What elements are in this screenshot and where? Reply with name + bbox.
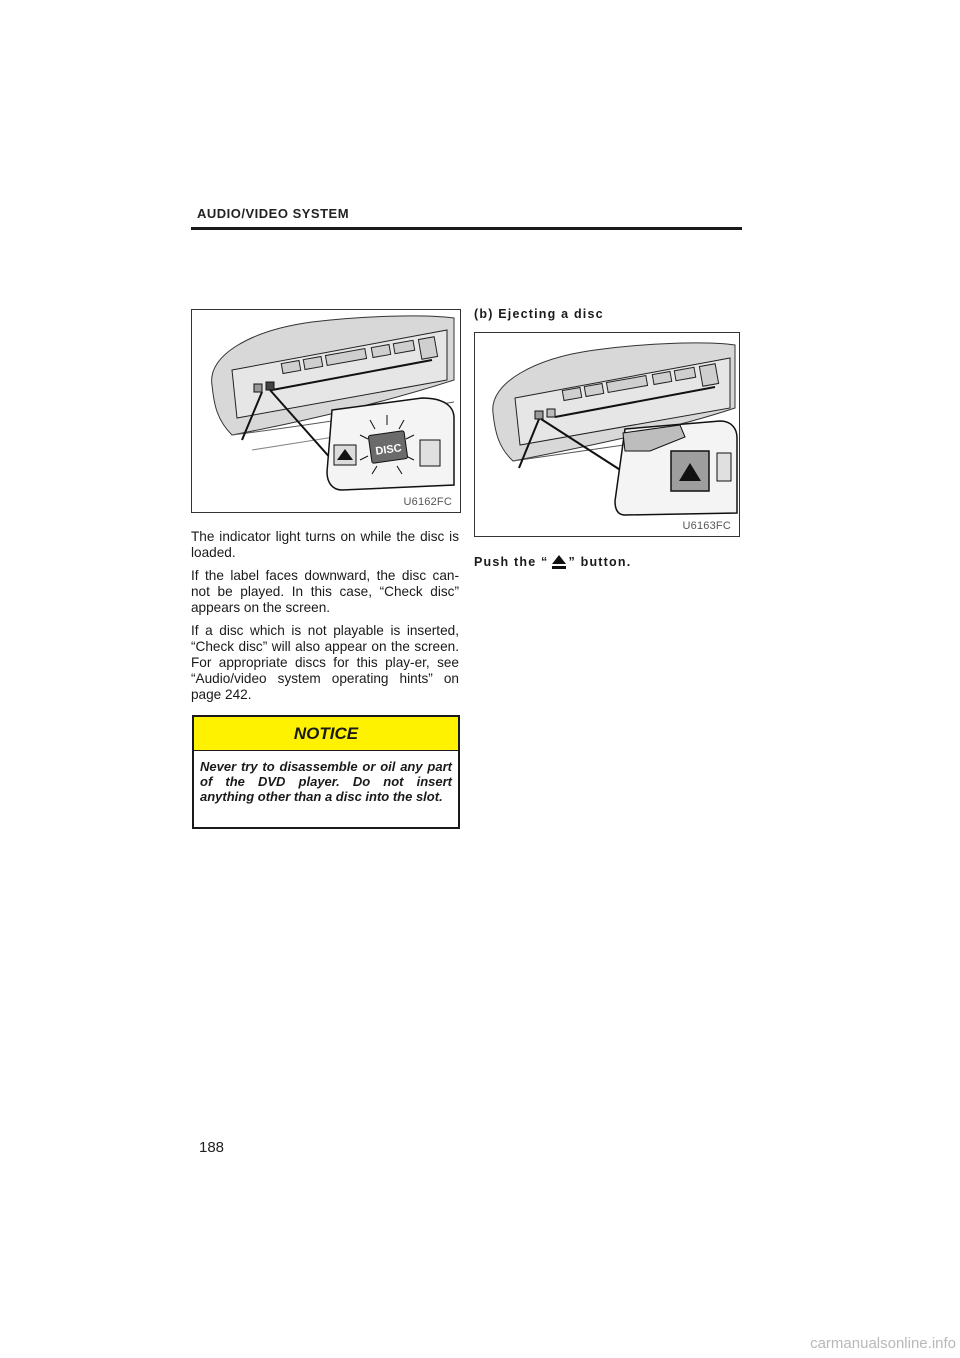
dvd-player-illustration [192, 310, 460, 512]
watermark: carmanualsonline.info [810, 1335, 956, 1352]
figure-disc-indicator [191, 309, 461, 513]
figure-code: U6163FC [682, 520, 731, 532]
eject-icon [550, 554, 568, 570]
instruction-text-before: Push the “ [474, 555, 549, 569]
figure-code: U6162FC [403, 496, 452, 508]
header-rule [191, 227, 742, 230]
notice-text: Never try to disassemble or oil any part of the DVD player. Do not insert anything other than a disc into the slot. [200, 759, 452, 804]
eject-instruction [474, 554, 631, 570]
notice-title: NOTICE [194, 717, 458, 751]
page-number: 188 [199, 1139, 225, 1156]
left-column-text [191, 529, 459, 710]
paragraph: If a disc which is not playable is inserted, “Check disc” will also appear on the screen. For appropriate discs for this play-er, see “Audio/video system operating hints” on page 242. [191, 623, 459, 702]
paragraph: The indicator light turns on while the disc is loaded. [191, 529, 459, 560]
notice-box [192, 715, 460, 829]
subheading-ejecting: (b) Ejecting a disc [474, 307, 604, 321]
disc-indicator-label: DISC [374, 442, 403, 458]
figure-eject-button [474, 332, 740, 537]
section-title: AUDIO/VIDEO SYSTEM [197, 206, 350, 221]
paragraph: If the label faces downward, the disc can-not be played. In this case, “Check disc” appears on the screen. [191, 568, 459, 615]
instruction-text-after: ” button. [568, 555, 632, 569]
dvd-player-eject-illustration [475, 333, 739, 536]
